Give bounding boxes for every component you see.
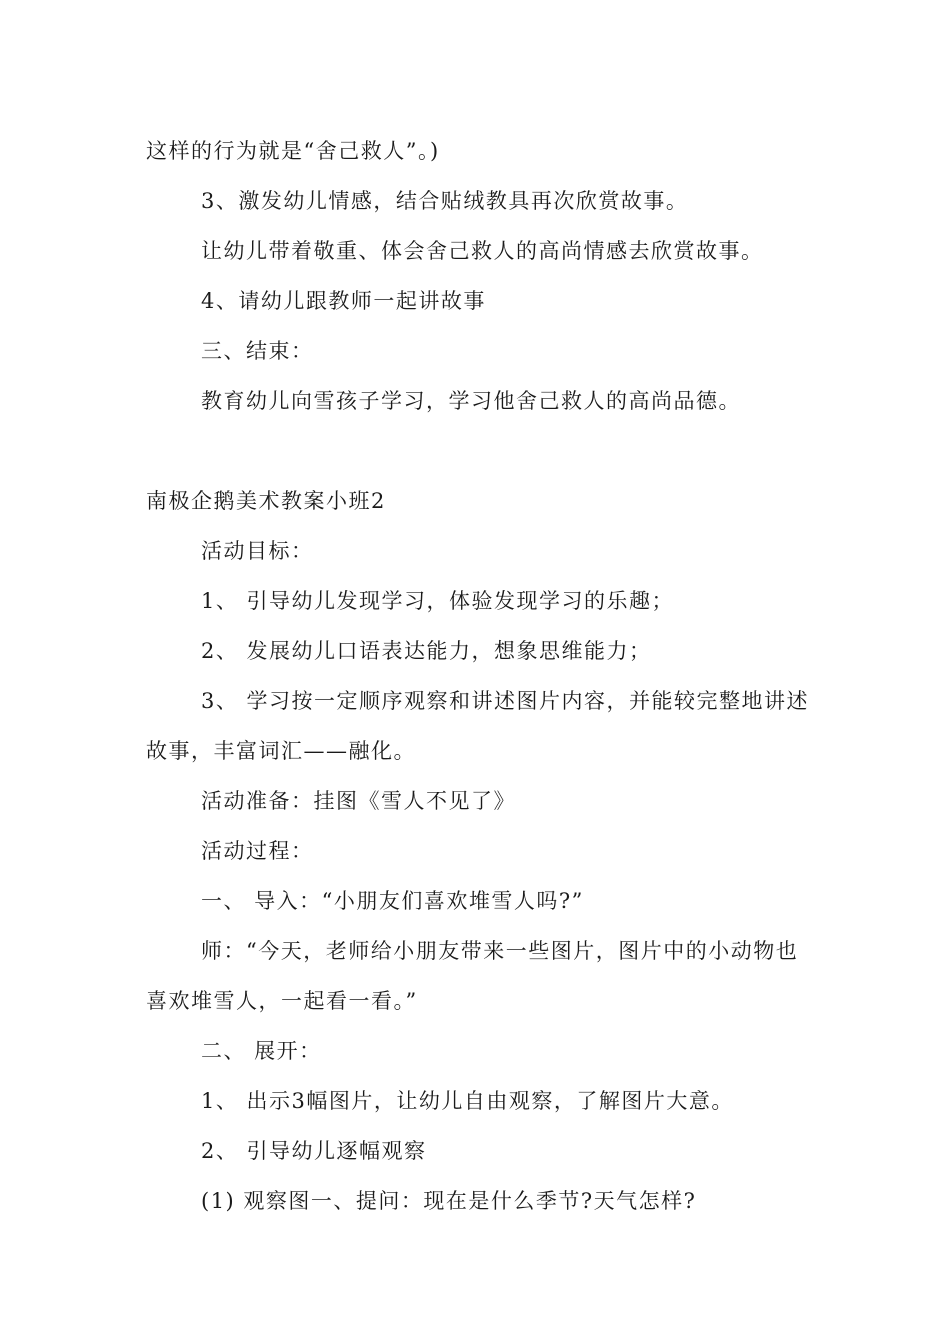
paragraph-line: 师：“今天，老师给小朋友带来一些图片，图片中的小动物也 [201,939,799,963]
list-item: 二、 展开： [201,1039,322,1063]
paragraph-line: 3、激发幼儿情感，结合贴绒教具再次欣赏故事。 [201,189,689,213]
paragraph-line: 这样的行为就是“舍己救人”。) [146,139,440,163]
paragraph-line: 4、请幼儿跟教师一起讲故事 [201,289,486,313]
section-heading: 活动过程： [201,839,314,863]
paragraph-line: 教育幼儿向雪孩子学习，学习他舍己救人的高尚品德。 [201,389,741,413]
list-item: 3、 学习按一定顺序观察和讲述图片内容，并能较完整地讲述 [201,689,810,713]
paragraph-line: 活动准备：挂图《雪人不见了》 [201,789,516,813]
section-heading: 活动目标： [201,539,314,563]
list-item: (1) 观察图一、提问：现在是什么季节?天气怎样? [201,1189,697,1213]
paragraph-line: 让幼儿带着敬重、体会舍己救人的高尚情感去欣赏故事。 [201,239,764,263]
list-item: 2、 引导幼儿逐幅观察 [201,1139,427,1163]
list-item: 一、 导入：“小朋友们喜欢堆雪人吗?” [201,889,584,913]
list-item: 2、 发展幼儿口语表达能力，想象思维能力； [201,639,652,663]
paragraph-line: 喜欢堆雪人，一起看一看。” [146,989,418,1013]
list-item: 1、 出示3幅图片，让幼儿自由观察，了解图片大意。 [201,1089,734,1113]
list-item: 1、 引导幼儿发现学习，体验发现学习的乐趣； [201,589,675,613]
paragraph-line: 故事，丰富词汇——融化。 [146,739,416,763]
document-title: 南极企鹅美术教案小班2 [146,489,386,513]
section-heading: 三、结束： [201,339,314,363]
